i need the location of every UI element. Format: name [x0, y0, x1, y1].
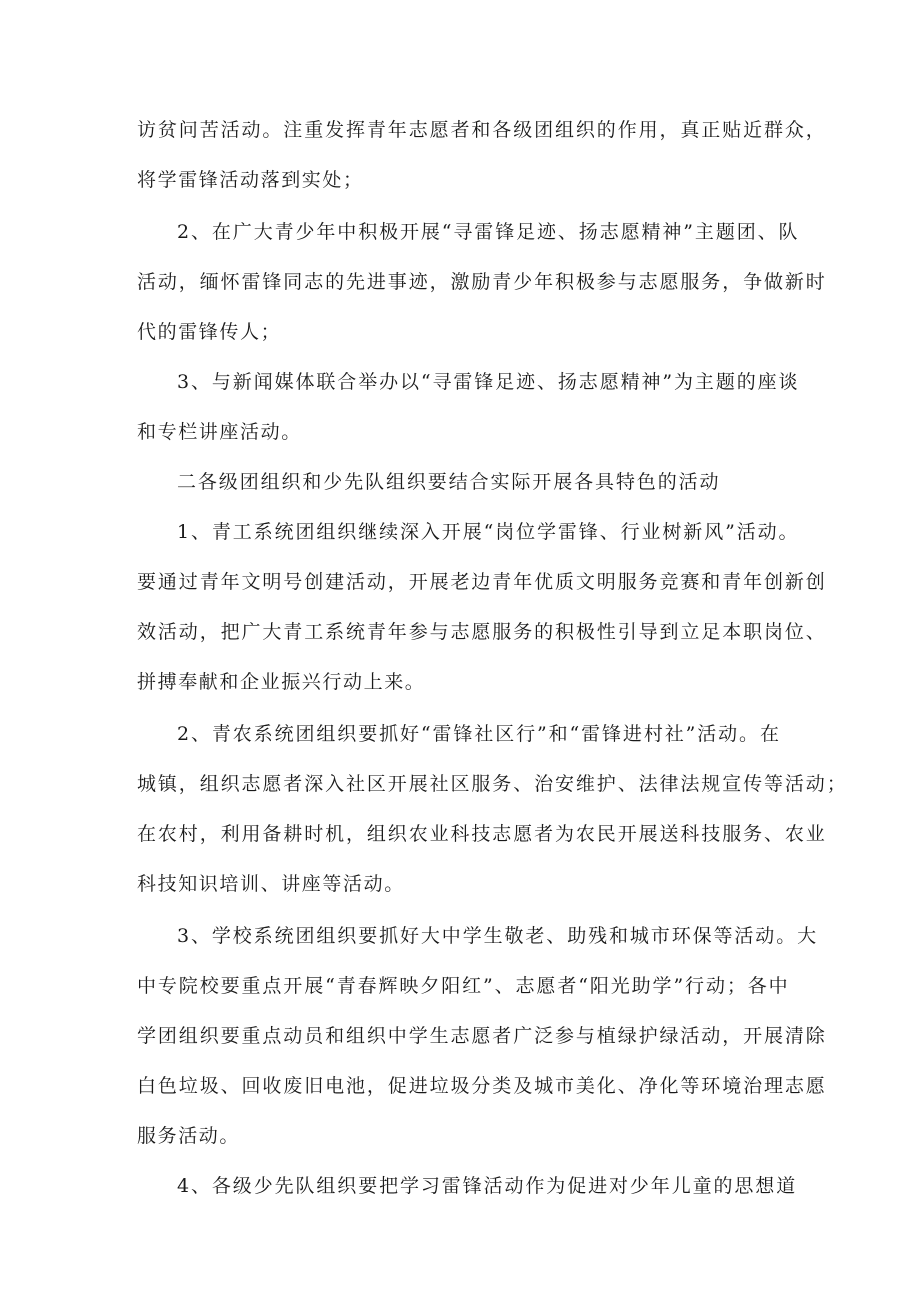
text-line: 白色垃圾、回收废旧电池，促进垃圾分类及城市美化、净化等环境治理志愿: [137, 1075, 827, 1097]
text-line: 2、在广大青少年中积极开展“寻雷锋足迹、扬志愿精神”主题团、队: [177, 221, 800, 243]
text-line: 代的雷锋传人；: [137, 321, 282, 343]
text-line: 科技知识培训、讲座等活动。: [137, 873, 405, 895]
text-line: 中专院校要重点开展“青春辉映夕阳红”、志愿者“阳光助学”行动；各中: [137, 975, 790, 997]
text-line: 和专栏讲座活动。: [137, 421, 302, 443]
text-line: 4、各级少先队组织要把学习雷锋活动作为促进对少年儿童的思想道: [177, 1175, 798, 1197]
text-line: 3、学校系统团组织要抓好大中学生敬老、助残和城市环保等活动。大: [177, 925, 818, 947]
text-line: 拼搏奉献和企业振兴行动上来。: [137, 671, 426, 693]
text-line: 活动，缅怀雷锋同志的先进事迹，激励青少年积极参与志愿服务，争做新时: [137, 271, 827, 293]
text-line: 2、青农系统团组织要抓好“雷锋社区行”和“雷锋进村社”活动。在: [177, 723, 781, 745]
text-line: 要通过青年文明号创建活动，开展老边青年优质文明服务竞赛和青年创新创: [137, 571, 827, 593]
section-heading: 二各级团组织和少先队组织要结合实际开展各具特色的活动: [177, 471, 721, 493]
text-line: 效活动，把广大青工系统青年参与志愿服务的积极性引导到立足本职岗位、: [137, 621, 827, 643]
text-line: 服务活动。: [137, 1125, 241, 1147]
text-line: 在农村，利用备耕时机，组织农业科技志愿者为农民开展送科技服务、农业: [137, 823, 827, 845]
text-line: 访贫问苦活动。注重发挥青年志愿者和各级团组织的作用，真正贴近群众，: [137, 119, 827, 141]
text-line: 将学雷锋活动落到实处；: [137, 169, 364, 191]
text-line: 3、与新闻媒体联合举办以“寻雷锋足迹、扬志愿精神”为主题的座谈: [177, 371, 800, 393]
text-line: 1、青工系统团组织继续深入开展“岗位学雷锋、行业树新风”活动。: [177, 521, 800, 543]
text-line: 城镇，组织志愿者深入社区开展社区服务、治安维护、法律法规宣传等活动；: [137, 773, 848, 795]
text-line: 学团组织要重点动员和组织中学生志愿者广泛参与植绿护绿活动，开展清除: [137, 1025, 827, 1047]
